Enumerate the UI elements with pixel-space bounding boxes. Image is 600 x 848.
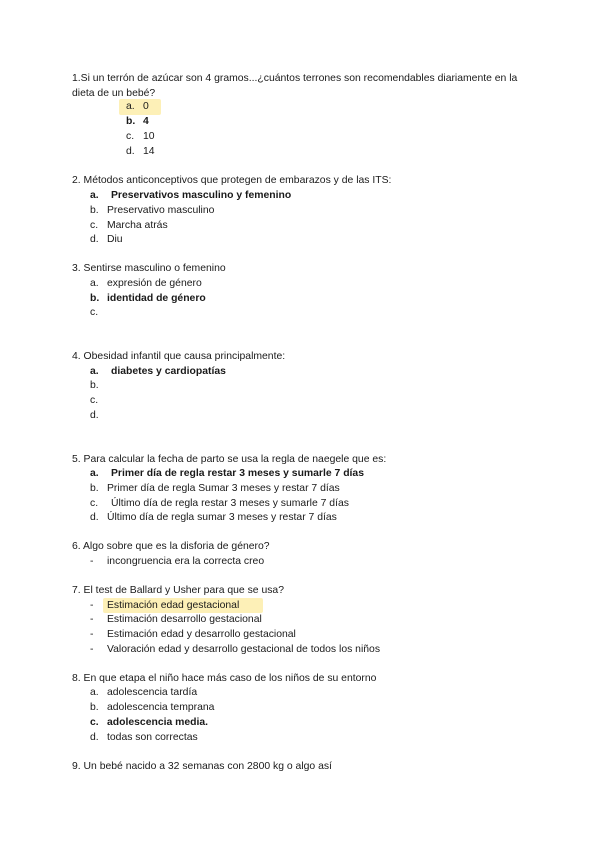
question-2: 2. Métodos anticonceptivos que protegen de embarazos y de las ITS: xyxy=(72,175,392,186)
question-1: 1.Si un terrón de azúcar son 4 gramos...¿cuántos terrones son recomendables diariamente en la dieta de un bebé? xyxy=(72,73,518,99)
q3-option-c: c. xyxy=(90,307,99,318)
q4-option-b: b. xyxy=(90,380,99,391)
question-7: 7. El test de Ballard y Usher para que se usa? xyxy=(72,585,284,596)
q7-option-2: - Estimación desarrollo gestacional xyxy=(90,614,262,625)
q4-option-c: c. xyxy=(90,395,99,406)
question-8: 8. En que etapa el niño hace más caso de los niños de su entorno xyxy=(72,673,377,684)
q8-option-b: b. adolescencia temprana xyxy=(90,702,215,713)
q3-option-a: a. expresión de género xyxy=(90,278,202,289)
q7-option-3: - Estimación edad y desarrollo gestacional xyxy=(90,629,296,640)
q2-option-b: b. Preservativo masculino xyxy=(90,205,215,216)
q8-option-d: d. todas son correctas xyxy=(90,732,198,743)
q5-option-d: d. Último día de regla sumar 3 meses y restar 7 días xyxy=(90,512,337,523)
q5-option-c: c. Último día de regla restar 3 meses y sumarle 7 días xyxy=(90,498,349,509)
q1-option-a: a. 0 xyxy=(126,101,149,112)
q1-option-d: d. 14 xyxy=(126,146,155,157)
q2-option-d: d. Diu xyxy=(90,234,123,245)
q8-option-a: a. adolescencia tardía xyxy=(90,687,198,698)
q6-option-1: - incongruencia era la correcta creo xyxy=(90,556,265,567)
question-5: 5. Para calcular la fecha de parto se usa la regla de naegele que es: xyxy=(72,454,387,465)
question-9: 9. Un bebé nacido a 32 semanas con 2800 kg o algo así xyxy=(72,761,332,772)
q2-option-a: a. Preservativos masculino y femenino xyxy=(90,190,292,201)
q5-option-b: b. Primer día de regla Sumar 3 meses y restar 7 días xyxy=(90,483,340,494)
q7-option-4: - Valoración edad y desarrollo gestacional de todos los niños xyxy=(90,644,381,655)
question-4: 4. Obesidad infantil que causa principalmente: xyxy=(72,351,286,362)
q2-option-c: c. Marcha atrás xyxy=(90,220,168,231)
q1-option-b: b. 4 xyxy=(126,116,149,127)
question-3: 3. Sentirse masculino o femenino xyxy=(72,263,226,274)
q3-option-b: b. identidad de género xyxy=(90,293,206,304)
q8-option-c: c. adolescencia media. xyxy=(90,717,209,728)
q7-option-1: - Estimación edad gestacional xyxy=(90,600,240,611)
question-6: 6. Algo sobre que es la disforia de género? xyxy=(72,541,270,552)
q5-option-a: a. Primer día de regla restar 3 meses y sumarle 7 días xyxy=(90,468,364,479)
q1-option-c: c. 10 xyxy=(126,131,155,142)
q4-option-a: a. diabetes y cardiopatías xyxy=(90,366,226,377)
q4-option-d: d. xyxy=(90,410,99,421)
